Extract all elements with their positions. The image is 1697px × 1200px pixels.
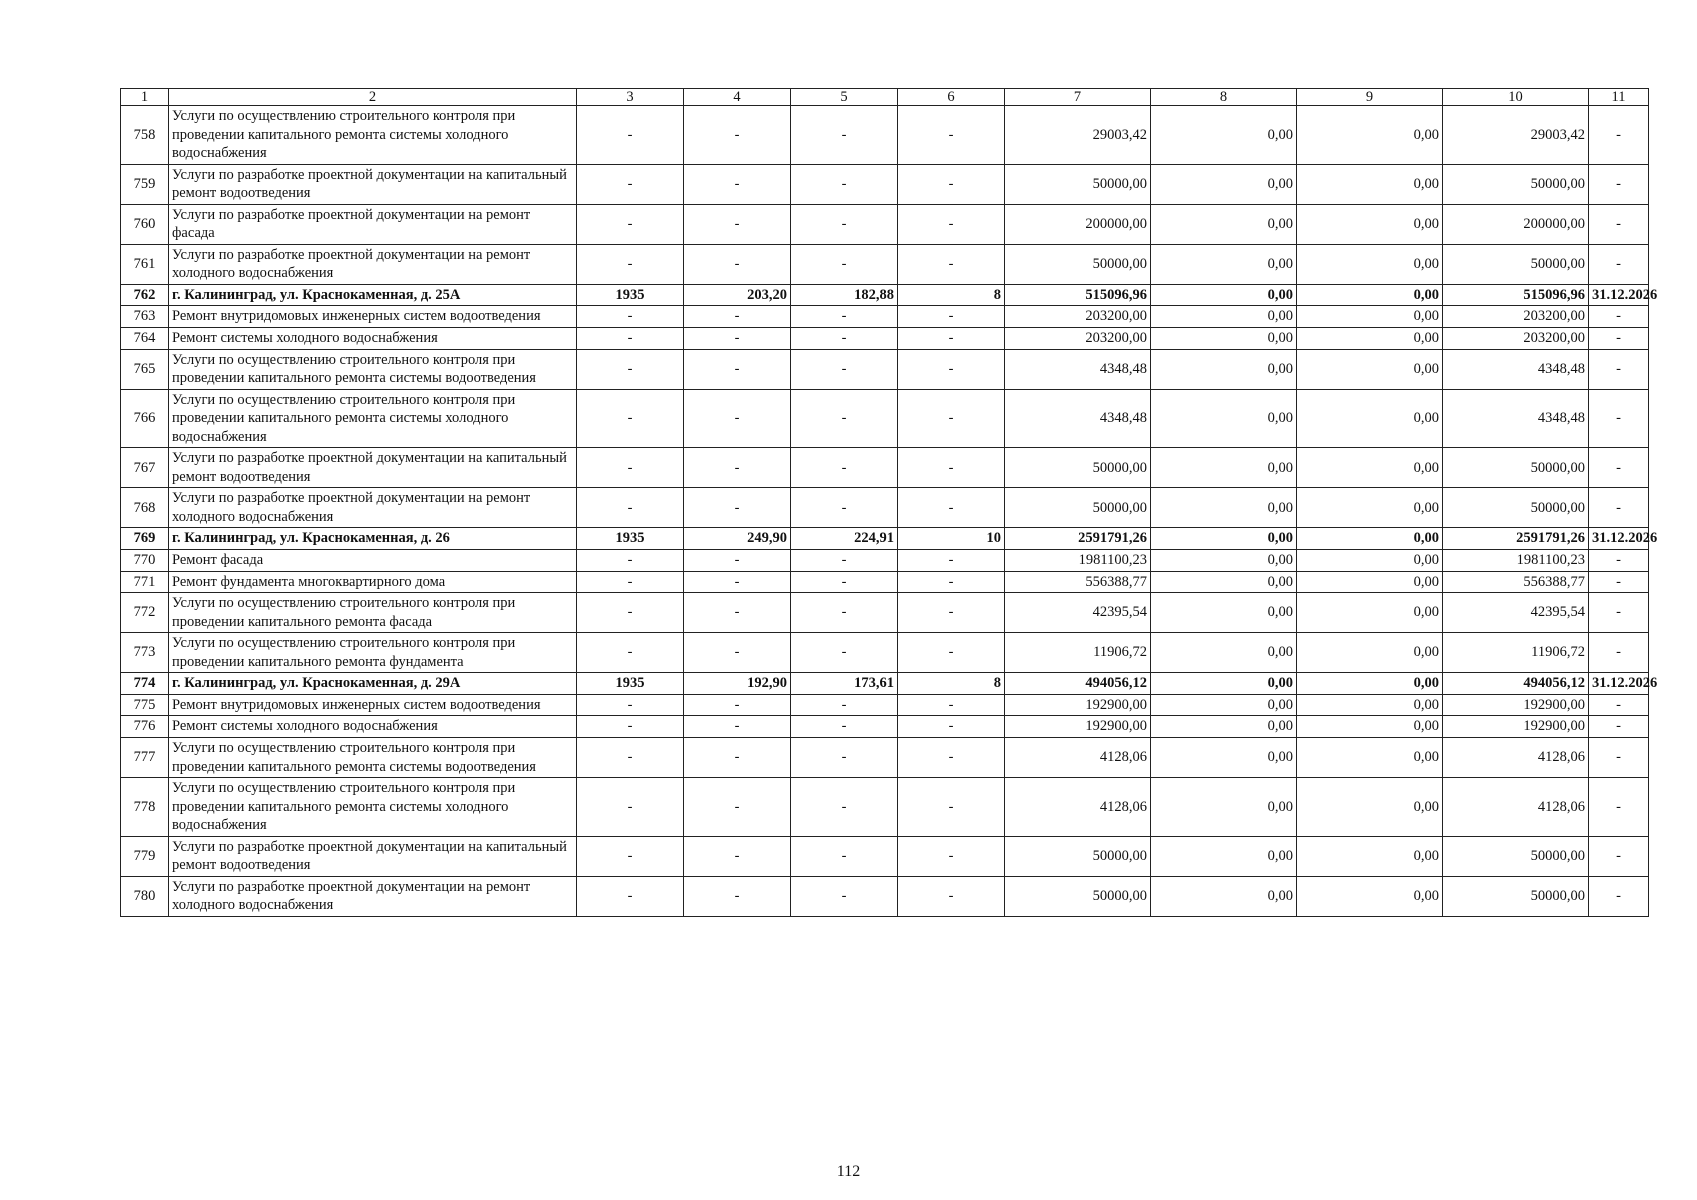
federal-funds-cell: 0,00	[1151, 737, 1297, 777]
table-row	[121, 593, 1649, 633]
regional-funds-cell: 0,00	[1297, 204, 1443, 244]
living-area-cell: -	[791, 389, 898, 448]
table-row	[121, 306, 1649, 328]
row-number-cell: 767	[121, 448, 169, 488]
residents-count-cell: 8	[898, 673, 1005, 695]
total-area-cell: -	[684, 164, 791, 204]
completion-date-cell: -	[1589, 488, 1649, 528]
owners-funds-cell: 50000,00	[1443, 164, 1589, 204]
owners-funds-cell: 50000,00	[1443, 876, 1589, 916]
total-cost-cell: 50000,00	[1005, 876, 1151, 916]
living-area-cell: -	[791, 778, 898, 837]
column-header: 2	[169, 89, 577, 106]
row-name-cell: г. Калининград, ул. Краснокаменная, д. 25А	[169, 284, 577, 306]
total-area-cell: 192,90	[684, 673, 791, 695]
residents-count-cell: -	[898, 571, 1005, 593]
regional-funds-cell: 0,00	[1297, 328, 1443, 350]
build-year-cell: -	[577, 716, 684, 738]
total-area-cell: -	[684, 737, 791, 777]
build-year-cell: -	[577, 737, 684, 777]
table-row	[121, 694, 1649, 716]
living-area-cell: -	[791, 448, 898, 488]
build-year-cell: 1935	[577, 528, 684, 550]
federal-funds-cell: 0,00	[1151, 673, 1297, 695]
table-row	[121, 204, 1649, 244]
table-row	[121, 716, 1649, 738]
completion-date-cell: -	[1589, 716, 1649, 738]
completion-date-cell: -	[1589, 306, 1649, 328]
row-number-cell: 775	[121, 694, 169, 716]
completion-date-cell: -	[1589, 106, 1649, 165]
federal-funds-cell: 0,00	[1151, 106, 1297, 165]
federal-funds-cell: 0,00	[1151, 571, 1297, 593]
build-year-cell: -	[577, 876, 684, 916]
completion-date-cell: 31.12.2026	[1589, 284, 1649, 306]
federal-funds-cell: 0,00	[1151, 876, 1297, 916]
total-area-cell: -	[684, 716, 791, 738]
row-name-cell: г. Калининград, ул. Краснокаменная, д. 29А	[169, 673, 577, 695]
row-name-cell: Услуги по осуществлению строительного контроля при проведении капитального ремонта системы холодного водоснабжения	[169, 106, 577, 165]
living-area-cell: 173,61	[791, 673, 898, 695]
living-area-cell: -	[791, 836, 898, 876]
total-area-cell: 203,20	[684, 284, 791, 306]
regional-funds-cell: 0,00	[1297, 448, 1443, 488]
table-row	[121, 106, 1649, 165]
completion-date-cell: 31.12.2026	[1589, 528, 1649, 550]
federal-funds-cell: 0,00	[1151, 328, 1297, 350]
completion-date-cell: -	[1589, 244, 1649, 284]
residents-count-cell: -	[898, 204, 1005, 244]
table-row	[121, 488, 1649, 528]
total-cost-cell: 4348,48	[1005, 349, 1151, 389]
row-number-cell: 764	[121, 328, 169, 350]
living-area-cell: -	[791, 328, 898, 350]
completion-date-cell: -	[1589, 328, 1649, 350]
row-number-cell: 759	[121, 164, 169, 204]
table-row	[121, 737, 1649, 777]
total-area-cell: -	[684, 571, 791, 593]
living-area-cell: -	[791, 550, 898, 572]
residents-count-cell: -	[898, 244, 1005, 284]
table-row	[121, 876, 1649, 916]
column-header: 7	[1005, 89, 1151, 106]
living-area-cell: -	[791, 633, 898, 673]
column-header: 9	[1297, 89, 1443, 106]
total-cost-cell: 556388,77	[1005, 571, 1151, 593]
owners-funds-cell: 4128,06	[1443, 778, 1589, 837]
owners-funds-cell: 50000,00	[1443, 448, 1589, 488]
total-cost-cell: 11906,72	[1005, 633, 1151, 673]
total-area-cell: -	[684, 836, 791, 876]
completion-date-cell: -	[1589, 448, 1649, 488]
build-year-cell: -	[577, 204, 684, 244]
living-area-cell: -	[791, 164, 898, 204]
row-name-cell: Ремонт внутридомовых инженерных систем водоотведения	[169, 306, 577, 328]
build-year-cell: -	[577, 633, 684, 673]
regional-funds-cell: 0,00	[1297, 488, 1443, 528]
living-area-cell: -	[791, 488, 898, 528]
total-cost-cell: 50000,00	[1005, 488, 1151, 528]
owners-funds-cell: 192900,00	[1443, 716, 1589, 738]
table-body	[121, 106, 1658, 917]
row-number-cell: 779	[121, 836, 169, 876]
regional-funds-cell: 0,00	[1297, 593, 1443, 633]
build-year-cell: -	[577, 694, 684, 716]
completion-date-cell: -	[1589, 349, 1649, 389]
residents-count-cell: -	[898, 448, 1005, 488]
residents-count-cell: -	[898, 716, 1005, 738]
living-area-cell: -	[791, 571, 898, 593]
regional-funds-cell: 0,00	[1297, 550, 1443, 572]
living-area-cell: -	[791, 306, 898, 328]
row-name-cell: Ремонт системы холодного водоснабжения	[169, 716, 577, 738]
federal-funds-cell: 0,00	[1151, 284, 1297, 306]
living-area-cell: -	[791, 694, 898, 716]
column-header: 10	[1443, 89, 1589, 106]
regional-funds-cell: 0,00	[1297, 633, 1443, 673]
row-name-cell: Услуги по осуществлению строительного контроля при проведении капитального ремонта системы холодного водоснабжения	[169, 389, 577, 448]
residents-count-cell: -	[898, 349, 1005, 389]
completion-date-cell: 31.12.2026	[1589, 673, 1649, 695]
total-cost-cell: 203200,00	[1005, 328, 1151, 350]
row-name-cell: Услуги по разработке проектной документации на ремонт холодного водоснабжения	[169, 488, 577, 528]
table-row	[121, 349, 1649, 389]
regional-funds-cell: 0,00	[1297, 571, 1443, 593]
table-row	[121, 164, 1649, 204]
build-year-cell: 1935	[577, 284, 684, 306]
owners-funds-cell: 4348,48	[1443, 349, 1589, 389]
column-header: 3	[577, 89, 684, 106]
row-name-cell: Услуги по осуществлению строительного контроля при проведении капитального ремонта системы холодного водоснабжения	[169, 778, 577, 837]
total-cost-cell: 4128,06	[1005, 778, 1151, 837]
total-area-cell: -	[684, 349, 791, 389]
residents-count-cell: -	[898, 737, 1005, 777]
table-row	[121, 448, 1649, 488]
federal-funds-cell: 0,00	[1151, 593, 1297, 633]
owners-funds-cell: 4128,06	[1443, 737, 1589, 777]
row-name-cell: Услуги по разработке проектной документации на капитальный ремонт водоотведения	[169, 164, 577, 204]
living-area-cell: -	[791, 204, 898, 244]
total-cost-cell: 50000,00	[1005, 244, 1151, 284]
federal-funds-cell: 0,00	[1151, 633, 1297, 673]
row-name-cell: Услуги по осуществлению строительного контроля при проведении капитального ремонта фасада	[169, 593, 577, 633]
living-area-cell: -	[791, 876, 898, 916]
build-year-cell: -	[577, 164, 684, 204]
owners-funds-cell: 203200,00	[1443, 306, 1589, 328]
regional-funds-cell: 0,00	[1297, 836, 1443, 876]
living-area-cell: -	[791, 349, 898, 389]
table-row	[121, 836, 1649, 876]
regional-funds-cell: 0,00	[1297, 164, 1443, 204]
regional-funds-cell: 0,00	[1297, 244, 1443, 284]
row-name-cell: Услуги по осуществлению строительного контроля при проведении капитального ремонта фундамента	[169, 633, 577, 673]
completion-date-cell: -	[1589, 204, 1649, 244]
total-area-cell: -	[684, 694, 791, 716]
owners-funds-cell: 2591791,26	[1443, 528, 1589, 550]
living-area-cell: 224,91	[791, 528, 898, 550]
address-row	[121, 528, 1649, 550]
table-row	[121, 328, 1649, 350]
total-cost-cell: 200000,00	[1005, 204, 1151, 244]
total-area-cell: -	[684, 204, 791, 244]
federal-funds-cell: 0,00	[1151, 389, 1297, 448]
regional-funds-cell: 0,00	[1297, 389, 1443, 448]
column-header: 6	[898, 89, 1005, 106]
column-header: 5	[791, 89, 898, 106]
federal-funds-cell: 0,00	[1151, 778, 1297, 837]
owners-funds-cell: 200000,00	[1443, 204, 1589, 244]
owners-funds-cell: 203200,00	[1443, 328, 1589, 350]
regional-funds-cell: 0,00	[1297, 284, 1443, 306]
row-name-cell: Услуги по разработке проектной документации на ремонт холодного водоснабжения	[169, 876, 577, 916]
regional-funds-cell: 0,00	[1297, 694, 1443, 716]
row-number-cell: 768	[121, 488, 169, 528]
total-area-cell: -	[684, 389, 791, 448]
row-name-cell: Ремонт внутридомовых инженерных систем водоотведения	[169, 694, 577, 716]
total-cost-cell: 50000,00	[1005, 448, 1151, 488]
table-row	[121, 550, 1649, 572]
row-number-cell: 769	[121, 528, 169, 550]
total-area-cell: -	[684, 876, 791, 916]
build-year-cell: 1935	[577, 673, 684, 695]
page-number: 112	[836, 1163, 861, 1180]
residents-count-cell: -	[898, 306, 1005, 328]
build-year-cell: -	[577, 349, 684, 389]
federal-funds-cell: 0,00	[1151, 716, 1297, 738]
total-cost-cell: 515096,96	[1005, 284, 1151, 306]
row-number-cell: 778	[121, 778, 169, 837]
build-year-cell: -	[577, 389, 684, 448]
regional-funds-cell: 0,00	[1297, 528, 1443, 550]
completion-date-cell: -	[1589, 778, 1649, 837]
row-number-cell: 761	[121, 244, 169, 284]
completion-date-cell: -	[1589, 389, 1649, 448]
residents-count-cell: 10	[898, 528, 1005, 550]
federal-funds-cell: 0,00	[1151, 694, 1297, 716]
table-row	[121, 778, 1649, 837]
living-area-cell: -	[791, 244, 898, 284]
total-area-cell: -	[684, 778, 791, 837]
build-year-cell: -	[577, 571, 684, 593]
completion-date-cell: -	[1589, 694, 1649, 716]
row-number-cell: 765	[121, 349, 169, 389]
row-name-cell: Услуги по разработке проектной документации на ремонт холодного водоснабжения	[169, 244, 577, 284]
total-cost-cell: 1981100,23	[1005, 550, 1151, 572]
total-cost-cell: 50000,00	[1005, 836, 1151, 876]
total-cost-cell: 203200,00	[1005, 306, 1151, 328]
row-name-cell: г. Калининград, ул. Краснокаменная, д. 26	[169, 528, 577, 550]
row-number-cell: 776	[121, 716, 169, 738]
completion-date-cell: -	[1589, 550, 1649, 572]
residents-count-cell: -	[898, 488, 1005, 528]
table-row	[121, 633, 1649, 673]
residents-count-cell: -	[898, 633, 1005, 673]
build-year-cell: -	[577, 550, 684, 572]
total-area-cell: -	[684, 306, 791, 328]
total-area-cell: -	[684, 593, 791, 633]
row-number-cell: 772	[121, 593, 169, 633]
residents-count-cell: -	[898, 836, 1005, 876]
owners-funds-cell: 50000,00	[1443, 488, 1589, 528]
row-name-cell: Услуги по разработке проектной документации на капитальный ремонт водоотведения	[169, 448, 577, 488]
federal-funds-cell: 0,00	[1151, 204, 1297, 244]
owners-funds-cell: 29003,42	[1443, 106, 1589, 165]
table-row	[121, 244, 1649, 284]
build-year-cell: -	[577, 244, 684, 284]
residents-count-cell: 8	[898, 284, 1005, 306]
living-area-cell: -	[791, 106, 898, 165]
regional-funds-cell: 0,00	[1297, 876, 1443, 916]
federal-funds-cell: 0,00	[1151, 349, 1297, 389]
living-area-cell: -	[791, 716, 898, 738]
total-area-cell: -	[684, 328, 791, 350]
residents-count-cell: -	[898, 593, 1005, 633]
total-area-cell: -	[684, 448, 791, 488]
living-area-cell: -	[791, 593, 898, 633]
row-number-cell: 771	[121, 571, 169, 593]
table-row	[121, 389, 1649, 448]
regional-funds-cell: 0,00	[1297, 716, 1443, 738]
residents-count-cell: -	[898, 389, 1005, 448]
total-area-cell: -	[684, 244, 791, 284]
completion-date-cell: -	[1589, 593, 1649, 633]
total-cost-cell: 2591791,26	[1005, 528, 1151, 550]
row-number-cell: 780	[121, 876, 169, 916]
repair-plan-table	[120, 88, 1658, 917]
column-header: 11	[1589, 89, 1649, 106]
regional-funds-cell: 0,00	[1297, 778, 1443, 837]
row-number-cell: 760	[121, 204, 169, 244]
build-year-cell: -	[577, 593, 684, 633]
federal-funds-cell: 0,00	[1151, 448, 1297, 488]
owners-funds-cell: 50000,00	[1443, 836, 1589, 876]
residents-count-cell: -	[898, 550, 1005, 572]
regional-funds-cell: 0,00	[1297, 673, 1443, 695]
federal-funds-cell: 0,00	[1151, 836, 1297, 876]
row-name-cell: Ремонт системы холодного водоснабжения	[169, 328, 577, 350]
build-year-cell: -	[577, 448, 684, 488]
owners-funds-cell: 1981100,23	[1443, 550, 1589, 572]
build-year-cell: -	[577, 106, 684, 165]
address-row	[121, 284, 1649, 306]
row-number-cell: 758	[121, 106, 169, 165]
residents-count-cell: -	[898, 694, 1005, 716]
completion-date-cell: -	[1589, 836, 1649, 876]
regional-funds-cell: 0,00	[1297, 106, 1443, 165]
row-number-cell: 763	[121, 306, 169, 328]
column-header: 1	[121, 89, 169, 106]
total-cost-cell: 494056,12	[1005, 673, 1151, 695]
residents-count-cell: -	[898, 164, 1005, 204]
completion-date-cell: -	[1589, 633, 1649, 673]
total-area-cell: 249,90	[684, 528, 791, 550]
table-row	[121, 571, 1649, 593]
row-number-cell: 770	[121, 550, 169, 572]
federal-funds-cell: 0,00	[1151, 550, 1297, 572]
row-number-cell: 774	[121, 673, 169, 695]
column-number-header	[121, 89, 1649, 106]
living-area-cell: 182,88	[791, 284, 898, 306]
owners-funds-cell: 42395,54	[1443, 593, 1589, 633]
owners-funds-cell: 556388,77	[1443, 571, 1589, 593]
completion-date-cell: -	[1589, 737, 1649, 777]
total-cost-cell: 42395,54	[1005, 593, 1151, 633]
owners-funds-cell: 494056,12	[1443, 673, 1589, 695]
row-name-cell: Услуги по разработке проектной документации на капитальный ремонт водоотведения	[169, 836, 577, 876]
total-cost-cell: 29003,42	[1005, 106, 1151, 165]
build-year-cell: -	[577, 836, 684, 876]
total-cost-cell: 192900,00	[1005, 716, 1151, 738]
living-area-cell: -	[791, 737, 898, 777]
total-area-cell: -	[684, 106, 791, 165]
federal-funds-cell: 0,00	[1151, 528, 1297, 550]
total-cost-cell: 4348,48	[1005, 389, 1151, 448]
row-name-cell: Ремонт фасада	[169, 550, 577, 572]
total-area-cell: -	[684, 633, 791, 673]
build-year-cell: -	[577, 328, 684, 350]
column-header: 4	[684, 89, 791, 106]
completion-date-cell: -	[1589, 571, 1649, 593]
row-name-cell: Услуги по разработке проектной документации на ремонт фасада	[169, 204, 577, 244]
address-row	[121, 673, 1649, 695]
row-number-cell: 762	[121, 284, 169, 306]
residents-count-cell: -	[898, 106, 1005, 165]
regional-funds-cell: 0,00	[1297, 737, 1443, 777]
total-cost-cell: 192900,00	[1005, 694, 1151, 716]
owners-funds-cell: 4348,48	[1443, 389, 1589, 448]
completion-date-cell: -	[1589, 164, 1649, 204]
row-number-cell: 766	[121, 389, 169, 448]
total-cost-cell: 4128,06	[1005, 737, 1151, 777]
row-number-cell: 777	[121, 737, 169, 777]
residents-count-cell: -	[898, 778, 1005, 837]
owners-funds-cell: 50000,00	[1443, 244, 1589, 284]
build-year-cell: -	[577, 778, 684, 837]
total-cost-cell: 50000,00	[1005, 164, 1151, 204]
residents-count-cell: -	[898, 328, 1005, 350]
federal-funds-cell: 0,00	[1151, 306, 1297, 328]
row-name-cell: Услуги по осуществлению строительного контроля при проведении капитального ремонта системы водоотведения	[169, 349, 577, 389]
owners-funds-cell: 192900,00	[1443, 694, 1589, 716]
completion-date-cell: -	[1589, 876, 1649, 916]
regional-funds-cell: 0,00	[1297, 306, 1443, 328]
owners-funds-cell: 515096,96	[1443, 284, 1589, 306]
residents-count-cell: -	[898, 876, 1005, 916]
row-name-cell: Ремонт фундамента многоквартирного дома	[169, 571, 577, 593]
row-name-cell: Услуги по осуществлению строительного контроля при проведении капитального ремонта системы водоотведения	[169, 737, 577, 777]
owners-funds-cell: 11906,72	[1443, 633, 1589, 673]
build-year-cell: -	[577, 306, 684, 328]
regional-funds-cell: 0,00	[1297, 349, 1443, 389]
total-area-cell: -	[684, 550, 791, 572]
build-year-cell: -	[577, 488, 684, 528]
federal-funds-cell: 0,00	[1151, 164, 1297, 204]
total-area-cell: -	[684, 488, 791, 528]
row-number-cell: 773	[121, 633, 169, 673]
federal-funds-cell: 0,00	[1151, 488, 1297, 528]
column-header: 8	[1151, 89, 1297, 106]
federal-funds-cell: 0,00	[1151, 244, 1297, 284]
